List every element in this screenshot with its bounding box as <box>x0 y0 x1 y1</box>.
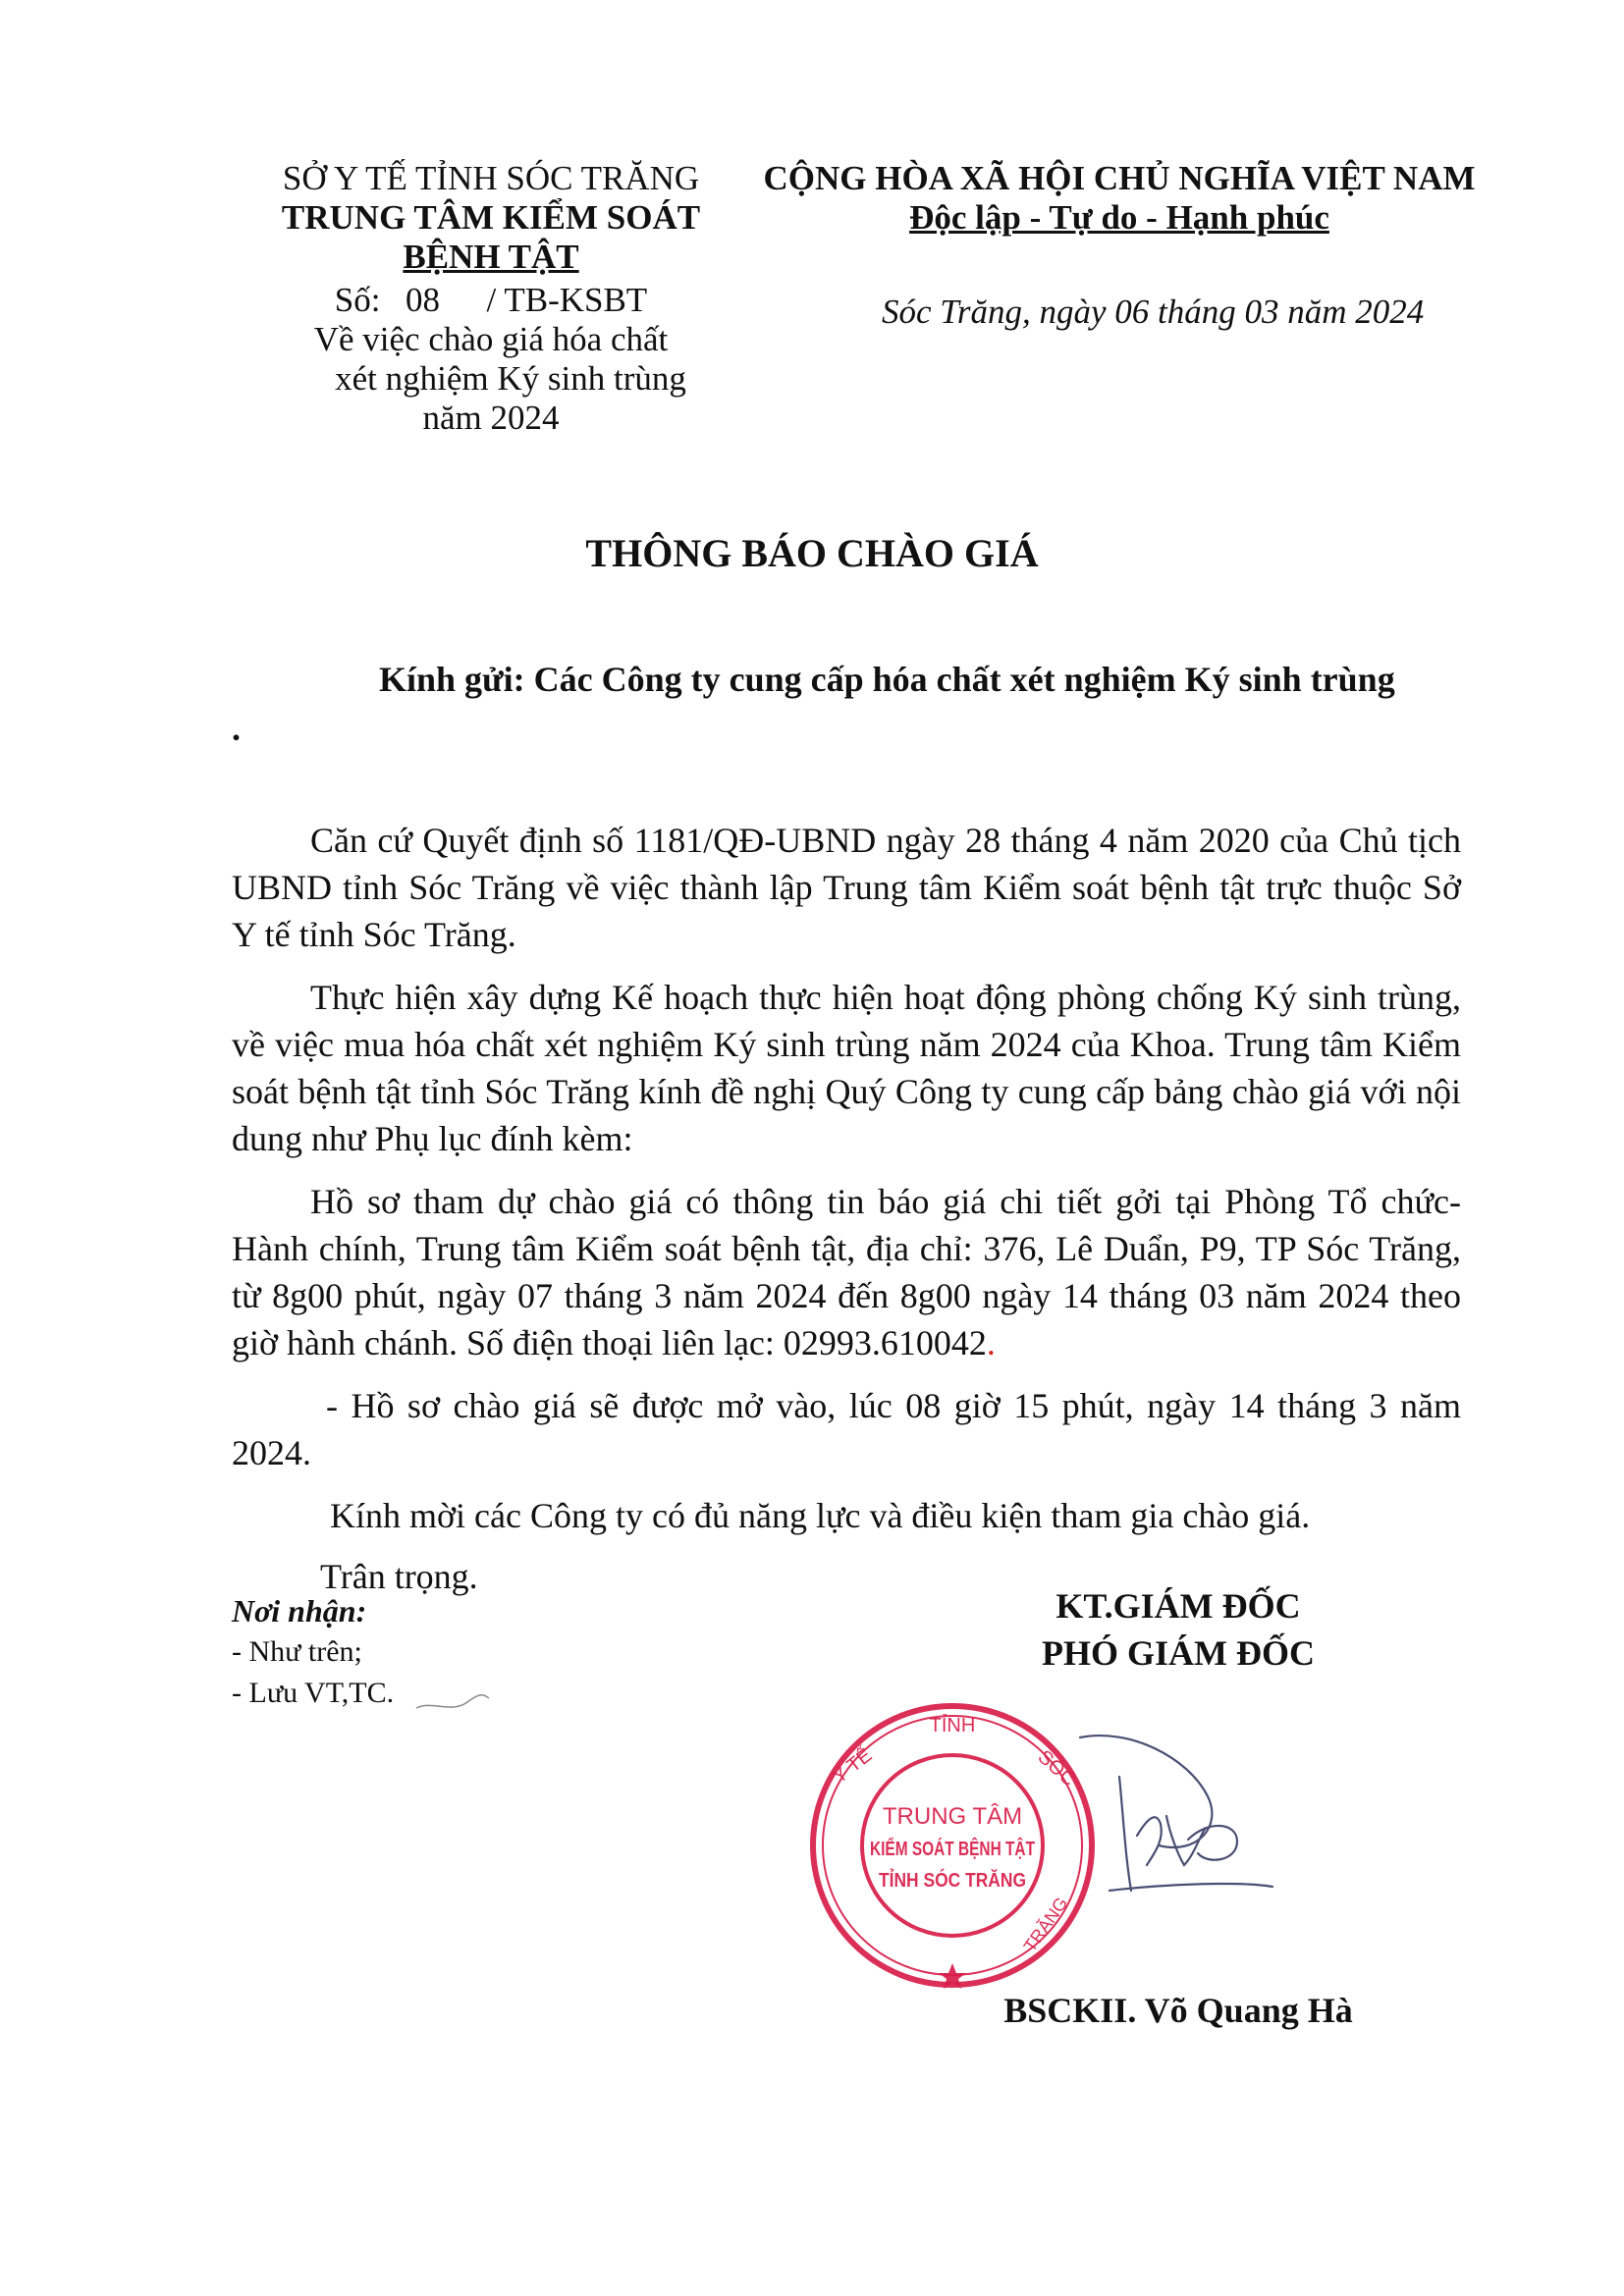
seal-center-line2: KIỂM SOÁT BỆNH TẬT <box>870 1839 1084 1860</box>
national-motto <box>746 198 1492 238</box>
date-month-year: tháng 03 năm 2024 <box>1157 293 1425 331</box>
parent-agency: SỞ Y TẾ TỈNH SÓC TRĂNG <box>282 159 700 197</box>
recipient-line: Kính gửi: Các Công ty cung cấp hóa chất xét nghiệm Ký sinh trùng <box>379 660 1395 699</box>
signer-role-2: PHÓ GIÁM ĐỐC <box>1042 1633 1315 1673</box>
subject-line2: xét nghiệm Ký sinh trùng <box>335 359 686 398</box>
paragraph-invitation: Kính mời các Công ty có đủ năng lực và điều kiện tham gia chào giá. <box>330 1496 1311 1535</box>
paragraph-submission <box>232 1178 1461 1366</box>
paragraph-closing: Trân trọng. <box>320 1557 478 1596</box>
signature-block <box>913 1582 1443 1677</box>
number-value: 08 <box>406 281 440 319</box>
submission-end: . <box>986 1323 996 1362</box>
date-day: 06 <box>1114 293 1150 331</box>
paragraph-request: Thực hiện xây dựng Kế hoạch thực hiện hoạt động phòng chống Ký sinh trùng, về việc mua hóa chất xét nghiệm Ký sinh trùng năm 2024 của Khoa. Trung tâm Kiểm soát bệnh tật tỉnh Sóc Trăng kính đề nghị Quý Công ty cung cấp bảng chào giá với nội dung như Phụ lục đính kèm: <box>232 978 1461 1158</box>
issue-date <box>882 293 1510 332</box>
recipient-item-1: - Như trên; <box>232 1635 362 1668</box>
paragraph-legal-basis: Căn cứ Quyết định số 1181/QĐ-UBND ngày 28 tháng 4 năm 2020 của Chủ tịch UBND tỉnh Sóc Trăng về việc thành lập Trung tâm Kiểm soát bệnh tật trực thuộc Sở Y tế tỉnh Sóc Trăng. <box>232 821 1461 954</box>
document-title: THÔNG BÁO CHÀO GIÁ <box>585 531 1039 575</box>
motto-text: Độc lập - Tự do - Hạnh phúc <box>909 198 1329 237</box>
document-number <box>216 281 766 320</box>
country-name: CỘNG HÒA XÃ HỘI CHỦ NGHĨA VIỆT NAM <box>763 159 1476 197</box>
date-prefix: Sóc Trăng, ngày <box>882 293 1107 331</box>
agency-name-underlined: BỆNH TẬT <box>403 238 579 276</box>
initials-scribble <box>412 1688 491 1718</box>
seal-ring-left: Y TẾ <box>829 1744 877 1789</box>
agency-name-line2 <box>216 238 766 277</box>
agency-header <box>216 159 766 438</box>
recipients-list <box>232 1590 394 1714</box>
agency-name-line1: TRUNG TÂM KIỂM SOÁT <box>281 198 701 237</box>
seal-ring-right: SÓC <box>1033 1745 1080 1791</box>
handwritten-signature <box>1041 1718 1276 1934</box>
recipient-item-2: - Lưu VT,TC. <box>232 1677 395 1709</box>
seal-ring-bottom: TRĂNG <box>1019 1894 1072 1956</box>
number-label: Số: <box>334 281 381 319</box>
paragraph-opening: - Hồ sơ chào giá sẽ được mở vào, lúc 08 giờ 15 phút, ngày 14 tháng 3 năm 2024. <box>232 1386 1461 1472</box>
number-suffix: / TB-KSBT <box>486 281 648 319</box>
document-body <box>232 817 1461 1600</box>
seal-ring-top: TỈNH <box>929 1715 976 1736</box>
signer-name: BSCKII. Võ Quang Hà <box>1003 1991 1353 2030</box>
subject-line3: năm 2024 <box>422 399 560 437</box>
seal-center-line1: TRUNG TÂM <box>882 1803 1023 1830</box>
submission-text: Hồ sơ tham dự chào giá có thông tin báo giá chi tiết gởi tại Phòng Tổ chức- Hành chính, Trung tâm Kiểm soát bệnh tật, địa chỉ: 376, Lê Duẩn, P9, TP Sóc Trăng, từ 8g00 phút, ngày 07 tháng 3 năm 2024 đến 8g00 ngày 14 tháng 03 năm 2024 theo giờ hành chánh. Số điện thoại liên lạc: 02993.610042 <box>232 1182 1461 1362</box>
seal-center-line3: TỈNH SÓC TRĂNG <box>879 1870 1049 1892</box>
recipient-dot: . <box>232 709 241 748</box>
recipients-heading: Nơi nhận: <box>232 1593 367 1629</box>
signer-role-1: KT.GIÁM ĐỐC <box>1056 1586 1301 1626</box>
subject-line1: Về việc chào giá hóa chất <box>313 320 669 358</box>
national-header <box>746 159 1492 238</box>
